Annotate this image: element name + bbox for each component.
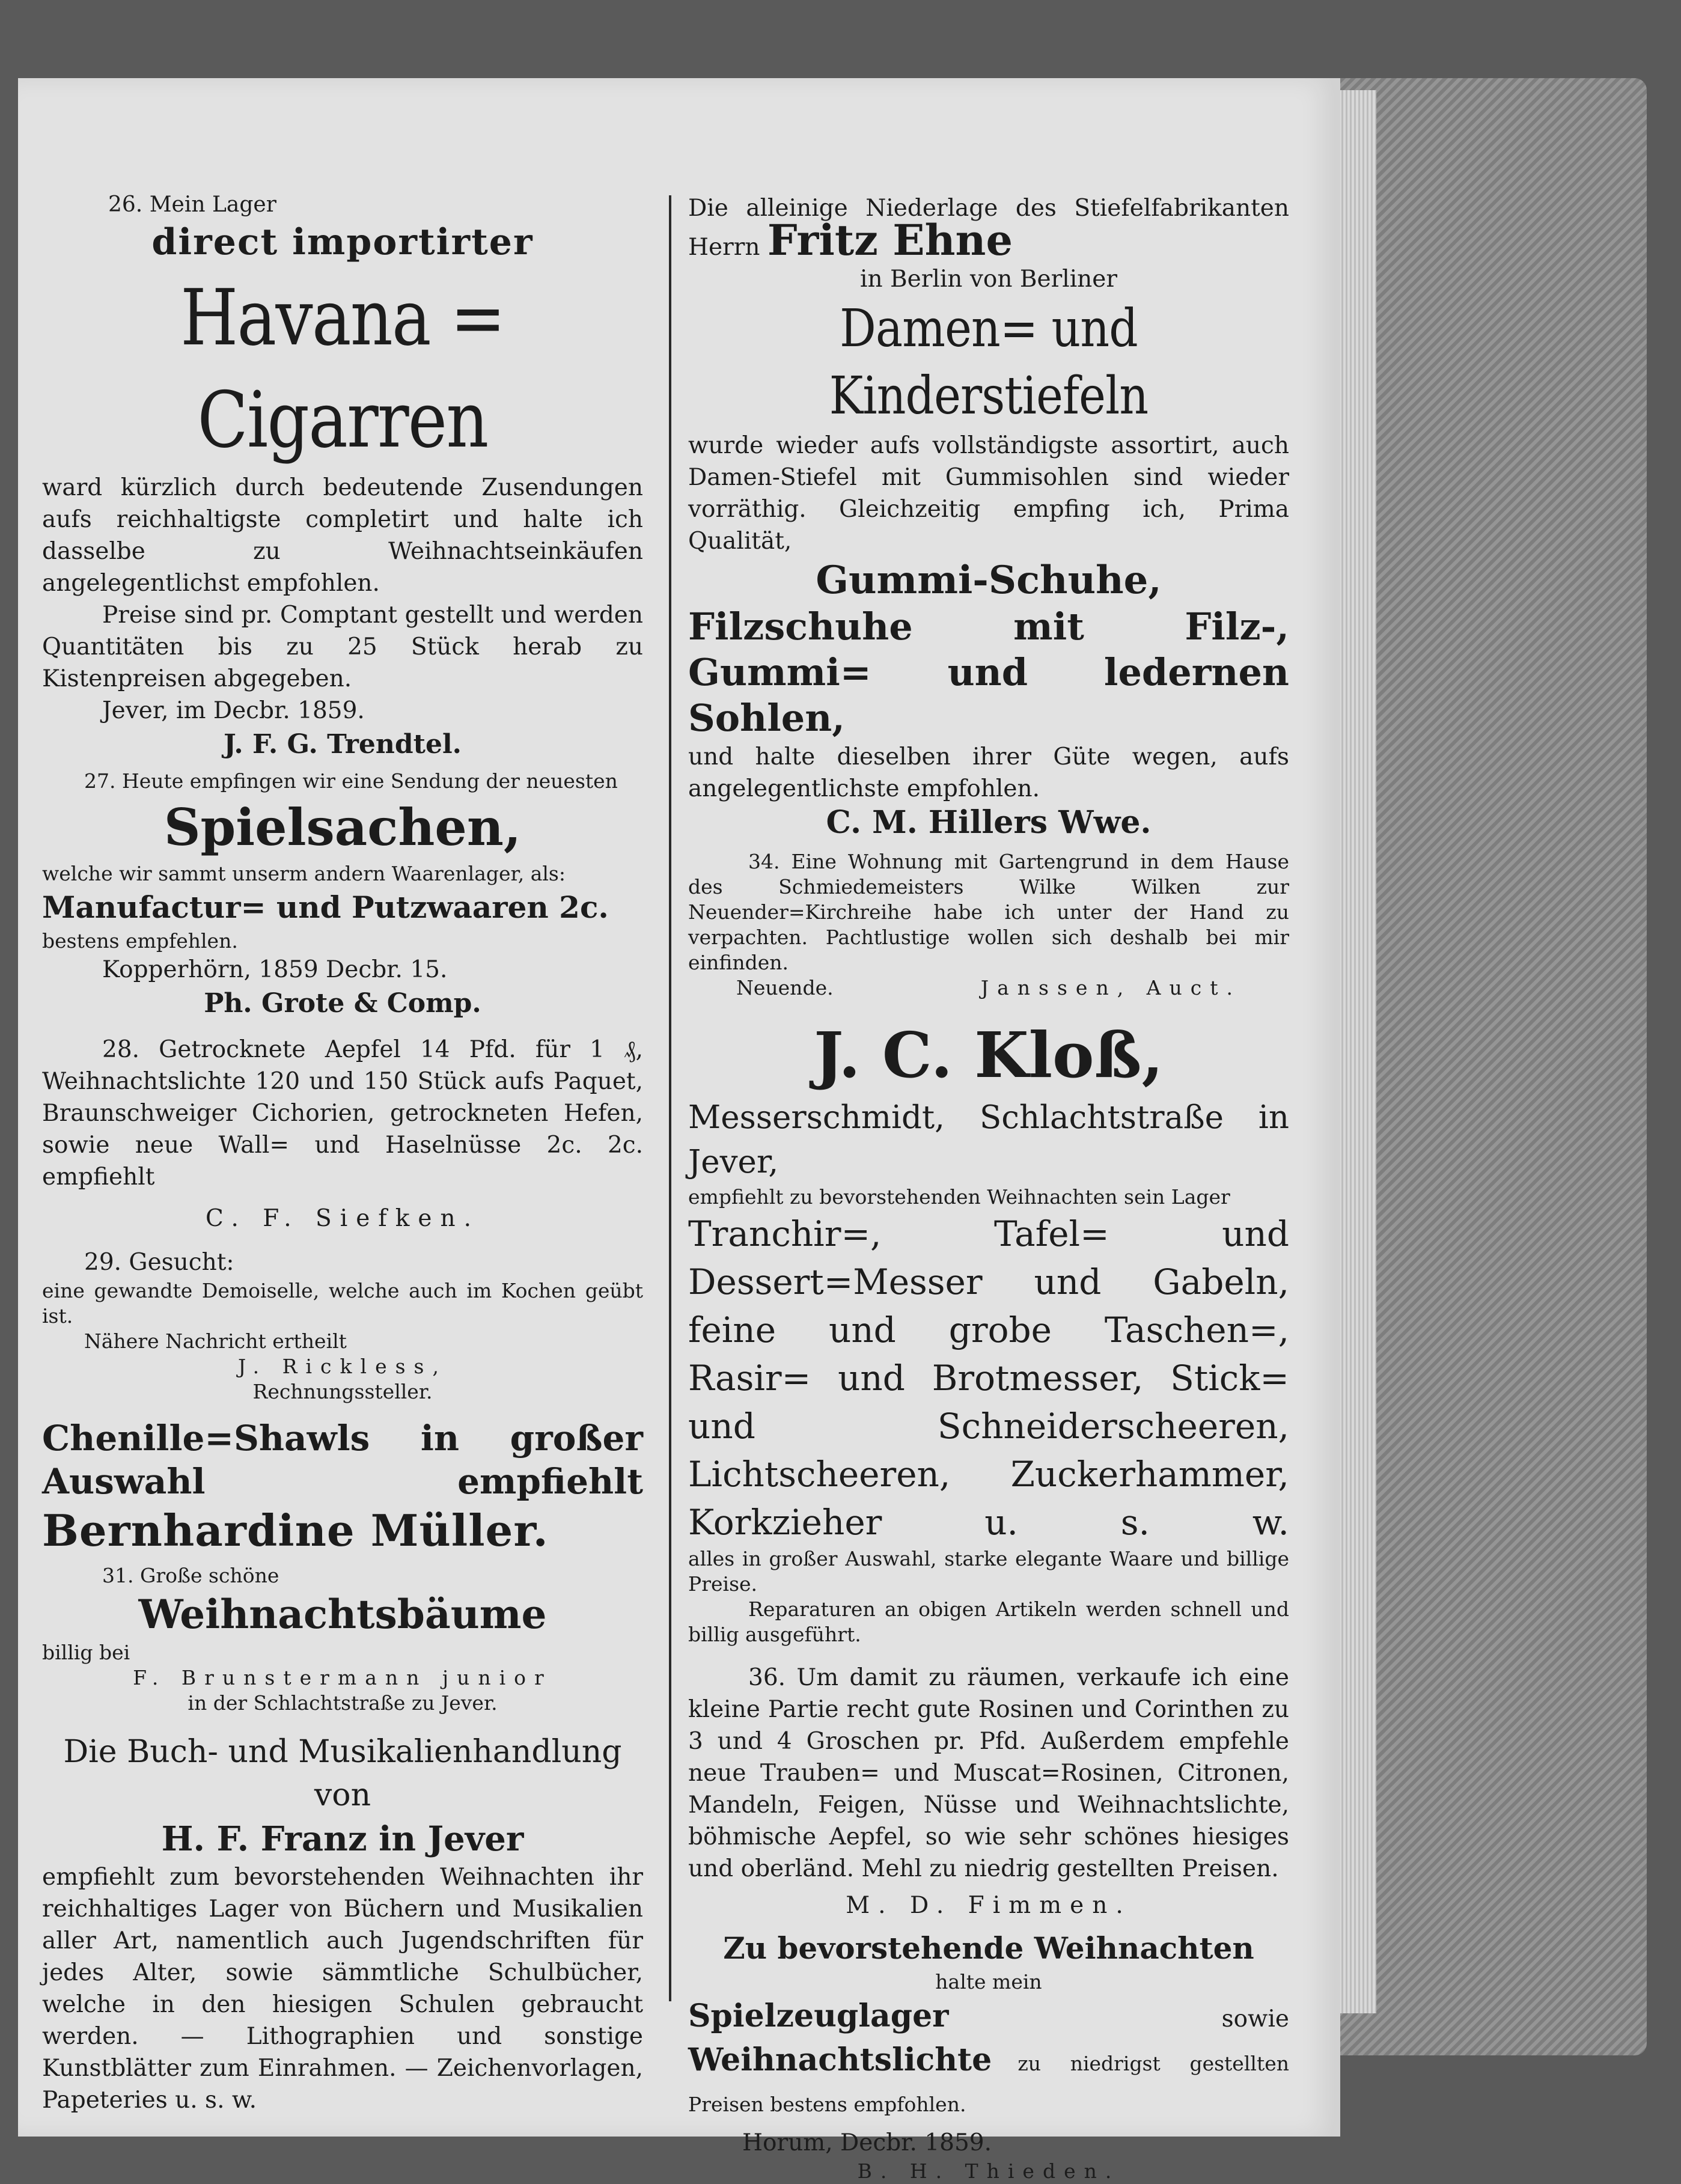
ad-26-body2: Preise sind pr. Comptant gestellt und werden Quantitäten bis zu 25 Stück herab zu Kistenpreisen abgegeben. [42, 602, 643, 692]
ad-27-lead: 27. Heute empfingen wir eine Sendung der neuesten [84, 769, 618, 793]
ad-34-signature: Janssen, Auct. [980, 976, 1241, 999]
column-right [688, 192, 1289, 2184]
ad-35-body: empfiehlt zu bevorstehenden Weihnachten sein Lager [688, 1185, 1230, 1209]
ad-29-lead: 29. Gesucht: [84, 1249, 234, 1276]
ad-34 [688, 849, 1289, 1001]
ad-31-body: billig bei [42, 1641, 130, 1664]
ad-30-heading: Chenille=Shawls in großer Auswahl empfiehlt [42, 1418, 643, 1502]
ad-26 [42, 192, 643, 763]
ad-35 [688, 1015, 1289, 1647]
ad-28-signature: C. F. Siefken. [206, 1205, 480, 1232]
ad-26-title: Havana = Cigarren [180, 273, 505, 465]
ad-33-body2: und halte dieselben ihrer Güte wegen, aufs angelegentlichste empfohlen. [688, 743, 1289, 802]
ad-26-signature: J. F. G. Trendtel. [224, 729, 462, 760]
ad-37-body2: zu niedrigst gestellten Preisen bestens empfohlen. [688, 2052, 1289, 2116]
ad-33-body: wurde wieder aufs vollständigste assortirt, auch Damen-Stiefel mit Gummisohlen sind wieder vorräthig. Gleichzeitig empfing ich, Prima Qualität, [688, 432, 1289, 555]
ad-35-heading: Messerschmidt, Schlachtstraße in Jever, [688, 1099, 1289, 1180]
ad-30-name: Bernhardine Müller. [42, 1505, 549, 1556]
ad-26-place: Jever, im Decbr. 1859. [102, 697, 365, 724]
ad-33-intro-b: in Berlin von Berliner [859, 266, 1118, 293]
ad-33-title: Damen= und Kinderstiefeln [829, 299, 1149, 426]
ad-33-heading: Gummi-Schuhe, [816, 558, 1162, 603]
ad-33-intro [688, 192, 1289, 263]
ad-37-item-2: Weihnachtslichte [688, 2042, 992, 2078]
ad-26-heading: direct importirter [151, 221, 534, 263]
column-divider [669, 195, 671, 2001]
ad-29-body2: Nähere Nachricht ertheilt [84, 1329, 347, 1353]
ad-28-body: 28. Getrocknete Aepfel 14 Pfd. für 1 ₰, Weihnachtslichte 120 und 150 Stück aufs Paquet, Braunschweiger Cichorien, getrockneten Hefen, sowie neue Wall= und Haselnüsse 2c. 2c. empfiehlt [42, 1036, 643, 1191]
ad-36 [688, 1662, 1289, 1921]
ad-33-intro-text: Die alleinige Niederlage des Stiefelfabrikanten Herrn [688, 195, 1289, 261]
ad-26-lead: 26. Mein Lager [108, 192, 276, 217]
ad-26-body: ward kürzlich durch bedeutende Zusendungen aufs reichhaltigste completirt und halte ich dasselbe zu Weihnachtseinkäufen angelegentlichst empfohlen. [42, 474, 643, 597]
ad-31-title: Weihnachtsbäume [138, 1591, 547, 1638]
ad-29 [42, 1246, 643, 1405]
ad-31-signature: F. Brunstermann junior [133, 1666, 552, 1689]
ad-27-body: welche wir sammt unserm andern Waarenlager, als: [42, 862, 566, 885]
ad-37-signature: B. H. Thieden. [857, 2159, 1120, 2183]
ad-37-connector: sowie [1221, 2006, 1289, 2033]
ad-31-lead: 31. Große schöne [102, 1564, 279, 1587]
column-left [42, 192, 643, 2116]
ad-27-heading: Manufactur= und Putzwaaren 2c. [42, 889, 609, 925]
ad-29-body: eine gewandte Demoiselle, welche auch im Kochen geübt ist. [42, 1279, 643, 1328]
ad-34-body: 34. Eine Wohnung mit Gartengrund in dem Hause des Schmiedemeisters Wilke Wilken zur Neuender=Kirchreihe habe ich unter der Hand zu verpachten. Pachtlustige wollen sich deshalb bei mir einfinden. [688, 850, 1289, 974]
ad-29-signature: J. Rickless, [238, 1355, 447, 1378]
ad-37-body: halte mein [935, 1970, 1042, 1993]
ad-33-heading-2: Filzschuhe mit Filz-, Gummi= und ledernen Sohlen, [688, 605, 1289, 740]
ad-28 [42, 1034, 643, 1234]
ad-35-body3: Reparaturen an obigen Artikeln werden schnell und billig ausgeführt. [688, 1597, 1289, 1646]
ad-37-offer [688, 1998, 1289, 2127]
ad-32-name: H. F. Franz in Jever [161, 1819, 524, 1859]
ad-37-place: Horum, Decbr. 1859. [742, 2129, 992, 2156]
newspaper-page [18, 78, 1340, 2183]
ad-31 [42, 1563, 643, 1716]
ad-32-heading: Die Buch- und Musikalienhandlung von [63, 1734, 622, 1813]
ad-27-title: Spielsachen, [163, 798, 522, 857]
ad-34-place: Neuende. [736, 976, 834, 999]
ad-27 [42, 769, 643, 1022]
ad-32-body: empfiehlt zum bevorstehenden Weihnachten ihr reichhaltiges Lager von Büchern und Musikalien aller Art, namentlich auch Jugendschriften für jedes Alter, sowie sämmtliche Schulbücher, welche in den hiesigen Schulen gebraucht werden. — Lithographien und sonstige Kunstblätter zum Einrahmen. — Zeichenvorlagen, Papeteries u. s. w. [42, 1864, 643, 2114]
ad-35-products: Tranchir=, Tafel= und Dessert=Messer und Gabeln, feine und grobe Taschen=, Rasir= und Brotmesser, Stick= und Schneiderscheeren, Lichtscheeren, Zuckerhammer, Korkzieher u. s. w. [688, 1213, 1289, 1543]
ad-37-heading: Zu bevorstehende Weihnachten [723, 1930, 1254, 1966]
ad-32 [42, 1730, 643, 2116]
ad-36-signature: M. D. Fimmen. [846, 1892, 1132, 1919]
ad-30 [42, 1417, 643, 1558]
ad-33 [688, 192, 1289, 841]
ad-27-body2: bestens empfehlen. [42, 929, 238, 953]
ad-27-place: Kopperhörn, 1859 Decbr. 15. [102, 956, 448, 983]
ad-35-title: J. C. Kloß, [814, 1018, 1164, 1092]
ad-33-maker-name: Fritz Ehne [767, 215, 1013, 265]
ad-37-item-1: Spielzeuglager [688, 1998, 949, 2034]
ad-34-footer [688, 975, 1289, 1001]
ad-33-signature: C. M. Hillers Wwe. [826, 804, 1152, 841]
ad-31-signature-address: in der Schlachtstraße zu Jever. [188, 1691, 498, 1715]
ad-27-signature: Ph. Grote & Comp. [204, 988, 481, 1019]
ad-29-signature-role: Rechnungssteller. [252, 1380, 433, 1403]
ad-35-body2: alles in großer Auswahl, starke elegante Waare und billige Preise. [688, 1547, 1289, 1596]
ad-36-body: 36. Um damit zu räumen, verkaufe ich eine kleine Partie recht gute Rosinen und Corinthen zu 3 und 4 Groschen pr. Pfd. Außerdem empfehle neue Trauben= und Muscat=Rosinen, Citronen, Mandeln, Feigen, Nüsse und Weihnachtslichte, böhmische Aepfel, so wie sehr schönes hiesiges und oberländ. Mehl zu niedrig gestellten Preisen. [688, 1664, 1289, 1882]
ad-37 [688, 1927, 1289, 2184]
